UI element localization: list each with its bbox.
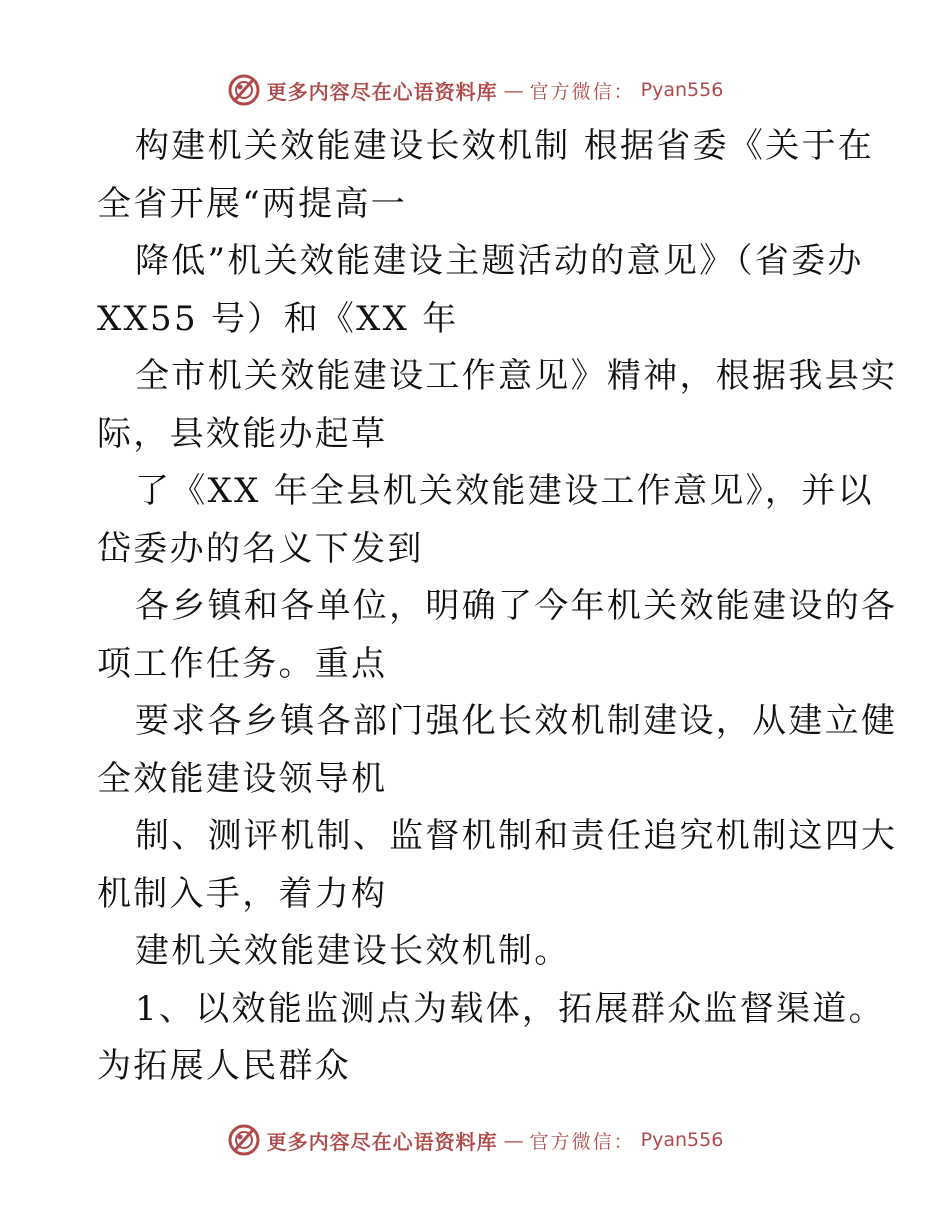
watermark-separator: — [503,1128,524,1152]
text-line: 际，县效能办起草 [97,413,388,454]
watermark-id: Pyan556 [640,79,724,101]
text-line: 全效能建设领导机 [97,758,388,799]
watermark-id: Pyan556 [640,1129,724,1151]
watermark-brand: 更多内容尽在心语资料库 [266,79,498,104]
watermark-brand: 更多内容尽在心语资料库 [266,1129,498,1154]
document-body [97,118,898,1096]
text-line: 1、以效能监测点为载体，拓展群众监督渠道。 [135,988,885,1029]
text-line: 全省开展“两提高一 [97,183,408,224]
text-line: 制、测评机制、监督机制和责任追究机制这四大 [135,816,898,856]
text-line: 建机关效能建设长效机制。 [135,931,571,971]
header-watermark [0,70,950,110]
text-line: 构建机关效能建设长效机制 根据省委《关于在 [135,126,875,166]
watermark-separator: — [503,78,524,102]
watermark-label: 官方微信： [529,1130,635,1153]
watermark-label: 官方微信： [529,80,635,103]
logo-seal-icon [227,1123,261,1157]
text-line: 了《XX 年全县机关效能建设工作意见》，并以 [135,471,874,511]
logo-seal-icon [227,73,261,107]
text-line: XX55 号）和《XX 年 [97,298,459,339]
text-line: 项工作任务。重点 [97,643,388,684]
text-line: 机制入手，着力构 [97,873,388,914]
text-line: 降低”机关效能建设主题活动的意见》（省委办 [135,241,864,281]
text-line: 岱委办的名义下发到 [97,528,424,569]
text-line: 为拓展人民群众 [97,1046,352,1086]
text-line: 全市机关效能建设工作意见》精神，根据我县实 [135,356,898,396]
footer-watermark [0,1120,950,1160]
text-line: 要求各乡镇各部门强化长效机制建设，从建立健 [135,701,898,741]
text-line: 各乡镇和各单位，明确了今年机关效能建设的各 [135,586,898,626]
